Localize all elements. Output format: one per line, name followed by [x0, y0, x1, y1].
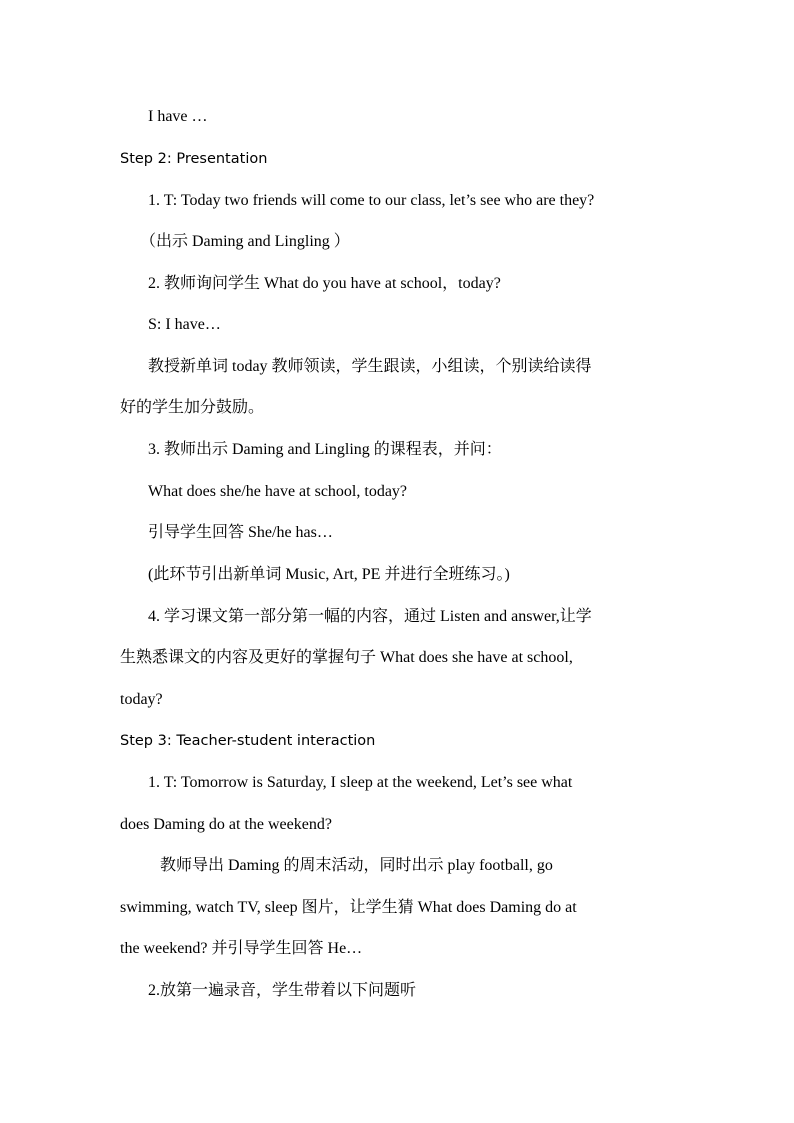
text-line: 2. 教师询问学生 What do you have at school，today?: [148, 275, 501, 292]
heading-step-3: Step 3: Teacher-student interaction: [120, 733, 376, 749]
text-line-i-have: I have …: [148, 108, 208, 125]
heading-step-2: Step 2: Presentation: [120, 151, 268, 167]
text-line: What does she/he have at school, today?: [148, 483, 408, 500]
text-line: does Daming do at the weekend?: [120, 816, 332, 833]
text-line: S: I have…: [148, 316, 221, 333]
text-line: 4. 学习课文第一部分第一幅的内容，通过 Listen and answer,让学: [148, 608, 592, 625]
text-line: today?: [120, 691, 163, 708]
text-line: 引导学生回答 She/he has…: [148, 524, 333, 541]
text-line: 教师导出 Daming 的周末活动，同时出示 play football, go: [160, 857, 553, 874]
text-line: swimming, watch TV, sleep 图片，让学生猜 What does Daming do at: [120, 899, 577, 916]
text-line: 教授新单词 today 教师领读，学生跟读，小组读，个别读给读得: [148, 358, 592, 375]
text-line: （出示 Daming and Lingling ）: [140, 233, 350, 250]
text-line: (此环节引出新单词 Music, Art, PE 并进行全班练习。): [148, 566, 510, 583]
text-line: 1. T: Tomorrow is Saturday, I sleep at the weekend, Let’s see what: [148, 774, 573, 791]
text-line: 3. 教师出示 Daming and Lingling 的课程表，并问：: [148, 441, 502, 458]
text-line: 生熟悉课文的内容及更好的掌握句子 What does she have at school,: [120, 649, 573, 666]
text-line: the weekend? 并引导学生回答 He…: [120, 940, 363, 957]
text-line: 好的学生加分鼓励。: [120, 399, 265, 416]
text-line: 2.放第一遍录音，学生带着以下问题听: [148, 982, 417, 999]
text-line: 1. T: Today two friends will come to our class, let’s see who are they?: [148, 192, 595, 209]
